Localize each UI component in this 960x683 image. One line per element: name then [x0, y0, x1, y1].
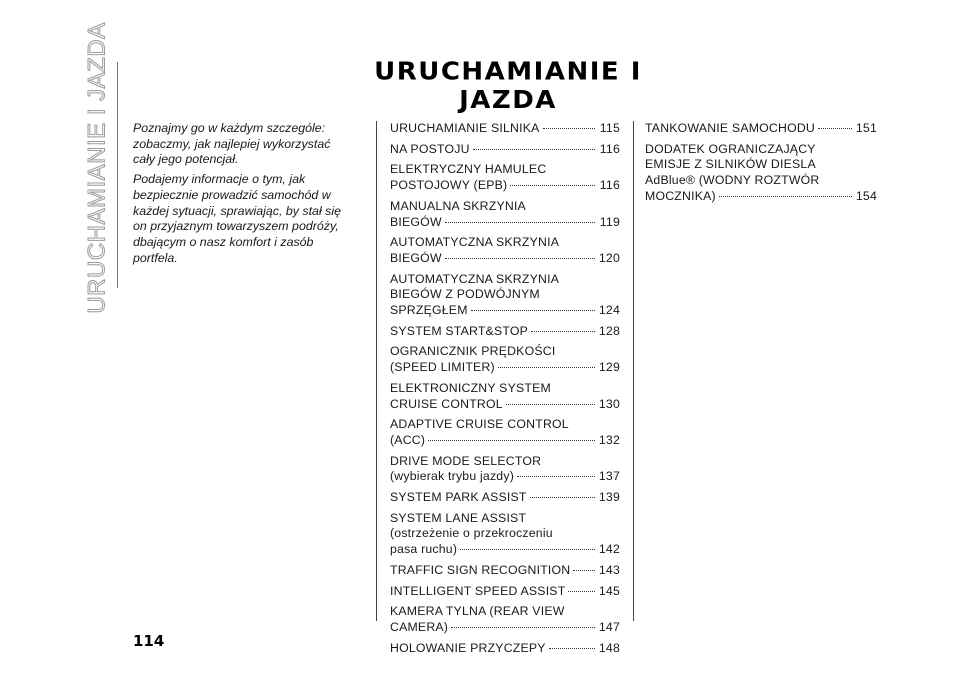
dot-leader [531, 331, 595, 332]
toc-entry-last-line [390, 303, 620, 319]
toc-entry[interactable] [390, 563, 620, 579]
toc-entry-last-line [390, 620, 620, 636]
dot-leader [460, 549, 595, 550]
toc-entry[interactable] [390, 199, 620, 230]
toc-entry-title-line: MANUALNA SKRZYNIA [390, 198, 526, 213]
toc-entry-title: POSTOJOWY (EPB) [390, 178, 508, 193]
toc-entry-page: 151 [855, 121, 877, 135]
toc-entry-title: (wybierak trybu jazdy) [390, 469, 514, 484]
toc-entry-last-line [390, 490, 620, 506]
toc-entry-title: MOCZNIKA) [645, 188, 716, 203]
toc-entry-title-line: KAMERA TYLNA (REAR VIEW [390, 604, 565, 619]
toc-entry-title-line: DRIVE MODE SELECTOR [390, 453, 542, 468]
toc-entry-title-line: ADAPTIVE CRUISE CONTROL [390, 417, 569, 432]
toc-entry-title-line: EMISJE Z SILNIKÓW DIESLA [645, 157, 816, 172]
toc-entry-title: (ACC) [390, 432, 426, 447]
toc-entry-page: 139 [598, 490, 620, 505]
dot-leader [818, 128, 852, 129]
page-number: 114 [133, 632, 165, 650]
toc-entry-page: 129 [598, 360, 620, 375]
toc-entry-title-line: BIEGÓW Z PODWÓJNYM [390, 287, 540, 302]
toc-entry-title: (SPEED LIMITER) [390, 360, 495, 375]
toc-entry-title: TRAFFIC SIGN RECOGNITION [390, 562, 571, 577]
intro-paragraph-2: Podajemy informacje o tym, jak bezpiecznie prowadzić samochód w każdej sytuacji, sprawiając, by stał się on przyjaznym towarzyszem podróży, dbającym o nasz komfort i zasób portfela. [133, 172, 341, 265]
toc-entry[interactable] [390, 511, 620, 558]
toc-entry[interactable] [390, 641, 620, 657]
toc-entry-title-line: (ostrzeżenie o przekroczeniu [390, 526, 553, 541]
dot-leader [506, 404, 595, 405]
dot-leader [445, 222, 595, 223]
toc-column-1 [390, 121, 620, 661]
dot-leader [473, 149, 595, 150]
side-section-tab [78, 21, 118, 314]
toc-entry-title: BIEGÓW [390, 250, 442, 265]
toc-entry-title: BIEGÓW [390, 214, 442, 229]
dot-leader [428, 440, 595, 441]
toc-entry-title-line: SYSTEM LANE ASSIST [390, 510, 527, 525]
toc-entry-last-line [390, 433, 620, 449]
dot-leader [445, 258, 595, 259]
column-divider-2 [633, 121, 634, 621]
side-section-label: URUCHAMIANIE I JAZDA [84, 21, 112, 314]
toc-entry[interactable] [390, 604, 620, 635]
toc-entry-page: 116 [599, 178, 620, 193]
toc-entry-last-line [390, 563, 620, 579]
toc-entry[interactable] [645, 142, 877, 205]
toc-entry[interactable] [390, 272, 620, 319]
toc-entry-title: CRUISE CONTROL [390, 396, 503, 411]
toc-entry-page: 137 [598, 469, 620, 484]
toc-entry-last-line [390, 251, 620, 267]
toc-entry-page: 145 [598, 583, 620, 598]
toc-entry-last-line [390, 121, 620, 137]
toc-entry-title: INTELLIGENT SPEED ASSIST [390, 583, 566, 598]
toc-entry-title-line: AdBlue® (WODNY ROZTWÓR [645, 173, 820, 188]
toc-entry[interactable] [390, 381, 620, 412]
intro-paragraph-1: Poznajmy go w każdym szczególe: zobaczmy, jak najlepiej wykorzystać cały jego potencjał. [133, 121, 331, 167]
toc-entry-page: 154 [855, 188, 877, 203]
toc-entry[interactable] [390, 142, 620, 158]
toc-entry-page: 147 [598, 619, 620, 634]
dot-leader [530, 497, 595, 498]
toc-entry-page: 116 [599, 141, 620, 156]
toc-entry-last-line [645, 121, 877, 137]
dot-leader [549, 648, 595, 649]
toc-entry[interactable] [390, 235, 620, 266]
toc-entry-page: 124 [598, 303, 620, 318]
toc-entry[interactable] [390, 584, 620, 600]
side-divider [117, 62, 118, 288]
toc-entry-title-line: AUTOMATYCZNA SKRZYNIA [390, 271, 560, 286]
toc-entry[interactable] [390, 344, 620, 375]
toc-entry-last-line [390, 397, 620, 413]
page-title: URUCHAMIANIE I JAZDA [374, 57, 642, 115]
toc-entry[interactable] [390, 490, 620, 506]
toc-entry-title-line: OGRANICZNIK PRĘDKOŚCI [390, 344, 556, 359]
toc-entry-title-line: DODATEK OGRANICZAJĄCY [645, 141, 816, 156]
toc-entry-page: 119 [599, 214, 620, 229]
toc-entry[interactable] [390, 417, 620, 448]
toc-entry-page: 130 [598, 396, 620, 411]
dot-leader [719, 196, 852, 197]
toc-entry-last-line [390, 641, 620, 657]
intro-text [133, 121, 355, 270]
toc-entry-page: 148 [598, 640, 620, 655]
dot-leader [471, 310, 595, 311]
toc-entry-title: URUCHAMIANIE SILNIKA [390, 121, 540, 135]
toc-entry[interactable] [645, 121, 877, 137]
dot-leader [543, 128, 595, 129]
toc-entry-title: NA POSTOJU [390, 141, 470, 156]
dot-leader [568, 591, 595, 592]
toc-entry-page: 128 [598, 323, 620, 338]
toc-entry[interactable] [390, 162, 620, 193]
toc-entry-last-line [390, 469, 620, 485]
toc-entry-title: SPRZĘGŁEM [390, 303, 468, 318]
toc-entry-title-line: ELEKTRONICZNY SYSTEM [390, 380, 551, 395]
toc-entry-title: SYSTEM PARK ASSIST [390, 490, 527, 505]
toc-entry-title: pasa ruchu) [390, 542, 458, 557]
toc-entry-last-line [390, 178, 620, 194]
toc-entry-last-line [390, 584, 620, 600]
toc-entry-title: TANKOWANIE SAMOCHODU [645, 121, 816, 135]
toc-entry-title: HOLOWANIE PRZYCZEPY [390, 640, 546, 655]
toc-entry-page: 120 [598, 250, 620, 265]
dot-leader [573, 570, 595, 571]
toc-entry-last-line [645, 189, 877, 205]
dot-leader [510, 185, 595, 186]
toc-entry-page: 115 [599, 121, 620, 135]
toc-entry-page: 132 [598, 432, 620, 447]
toc-entry-title: CAMERA) [390, 619, 449, 634]
toc-entry-title-line: AUTOMATYCZNA SKRZYNIA [390, 235, 560, 250]
toc-entry-title: SYSTEM START&STOP [390, 323, 529, 338]
column-divider-1 [376, 121, 377, 621]
toc-entry[interactable] [390, 454, 620, 485]
toc-entry-title-line: ELEKTRYCZNY HAMULEC [390, 162, 547, 177]
toc-entry[interactable] [390, 324, 620, 340]
toc-entry[interactable] [390, 121, 620, 137]
toc-column-2 [645, 121, 877, 210]
dot-leader [517, 476, 595, 477]
toc-entry-page: 143 [598, 562, 620, 577]
toc-entry-last-line [390, 360, 620, 376]
toc-entry-last-line [390, 142, 620, 158]
dot-leader [498, 367, 595, 368]
dot-leader [451, 627, 595, 628]
toc-entry-last-line [390, 215, 620, 231]
toc-entry-last-line [390, 324, 620, 340]
toc-entry-last-line [390, 542, 620, 558]
toc-entry-page: 142 [598, 542, 620, 557]
